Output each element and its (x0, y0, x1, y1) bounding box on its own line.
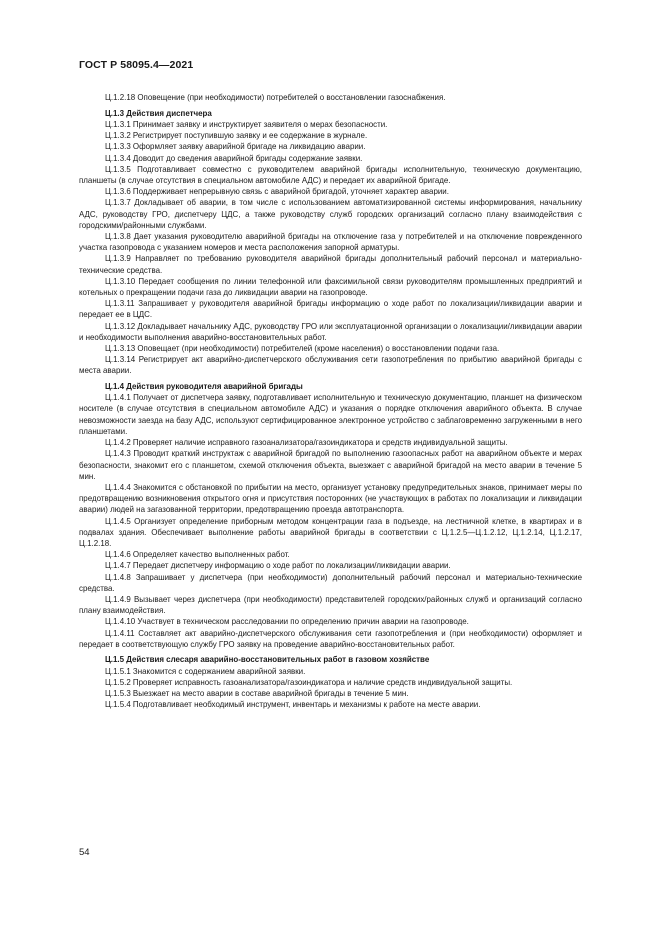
paragraph: Ц.1.4.7 Передает диспетчеру информацию о ходе работ по локализации/ликвидации аварии. (105, 561, 451, 571)
section-title: Ц.1.3 Действия диспетчера (105, 108, 212, 118)
paragraph: Ц.1.5.4 Подготавливает необходимый инструмент, инвентарь и механизмы к работе на месте аварии. (105, 700, 481, 710)
paragraph: Ц.1.3.9 Направляет по требованию руководителя аварийной бригады дополнительный рабочий персонал и материально-технические средства. (79, 254, 582, 275)
paragraph: Ц.1.3.6 Поддерживает непрерывную связь с аварийной бригадой, уточняет характер аварии. (105, 187, 449, 197)
paragraph: Ц.1.3.11 Запрашивает у руководителя аварийной бригады информацию о ходе работ по локализации/ликвидации аварии и передает ее в ЦДС. (79, 299, 582, 320)
paragraph: Ц.1.3.8 Дает указания руководителю аварийной бригады на отключение газа у потребителей и на отключение поврежденного участка газопровода с указанием номеров и места расположения запорной арматуры. (79, 231, 582, 253)
paragraph: Ц.1.5.3 Выезжает на место аварии в составе аварийной бригады в течение 5 мин. (105, 689, 409, 699)
paragraph: Ц.1.4.4 Знакомится с обстановкой по прибытии на место, организует установку предупредительных знаков, принимает меры по предотвращению возникновения открытого огня и присутствия посторонних (не участвующих в работах по локализации и ликвидации аварии) людей на загазованной территории, предотвращению проезда автотранспорта. (79, 482, 582, 515)
section-title: Ц.1.5 Действия слесаря аварийно-восстановительных работ в газовом хозяйстве (105, 655, 430, 665)
paragraph: Ц.1.2.18 Оповещение (при необходимости) потребителей о восстановлении газоснабжения. (105, 93, 446, 102)
page-number: 54 (79, 847, 90, 858)
paragraph: Ц.1.5.1 Знакомится с содержанием аварийной заявки. (105, 666, 306, 676)
document-header: ГОСТ Р 58095.4—2021 (79, 59, 194, 71)
paragraph: Ц.1.4.9 Вызывает через диспетчера (при необходимости) представителей городских/районных служб и организаций согласно плану взаимодействия. (79, 594, 582, 616)
paragraph: Ц.1.4.3 Проводит краткий инструктаж с аварийной бригадой по выполнению газоопасных работ на аварийном объекте и мерах безопасности, знакомит его с планшетом, схемой отключения объекта, выезжает с аварийной бригадой на место аварии в течение 5 мин. (79, 449, 582, 481)
paragraph: Ц.1.4.8 Запрашивает у диспетчера (при необходимости) дополнительный рабочий персонал и материально-технические средства. (79, 572, 582, 593)
paragraph: Ц.1.3.10 Передает сообщения по линии телефонной или факсимильной связи руководителям промышленных предприятий и котельных о прекращении подачи газа до ликвидации аварии на газопроводе. (79, 276, 582, 297)
document-body (79, 92, 582, 710)
paragraph: Ц.1.3.2 Регистрирует поступившую заявку и ее содержание в журнале. (105, 131, 368, 141)
paragraph: Ц.1.3.14 Регистрирует акт аварийно-диспетчерского обслуживания сети газопотребления по прибытию аварийной бригады с места аварии. (79, 355, 582, 376)
section-title: Ц.1.4 Действия руководителя аварийной бригады (105, 382, 303, 392)
paragraph: Ц.1.5.2 Проверяет исправность газоанализатора/газоиндикатора и наличие средств индивидуальной защиты. (105, 677, 513, 687)
paragraph: Ц.1.4.2 Проверяет наличие исправного газоанализатора/газоиндикатора и средств индивидуальной защиты. (105, 438, 508, 448)
paragraph: Ц.1.4.1 Получает от диспетчера заявку, подготавливает исполнительную и техническую документацию, планшет на физическом носителе (в случае отсутствия в специальном автомобиле АДС) и указания о порядке отключения аварийного объекта. В случае невозможности заезда на базу АДС, используют сертифицированное электронное устройство с заблаговременно загруженными в него планшетами. (79, 393, 582, 436)
paragraph: Ц.1.4.11 Составляет акт аварийно-диспетчерского обслуживания сети газопотребления и (при необходимости) оформляет и передает в соответствующую службу ГРО заявку на проведение аварийно-восстановительных работ. (79, 628, 582, 649)
paragraph: Ц.1.4.6 Определяет качество выполненных работ. (105, 550, 290, 560)
paragraph: Ц.1.4.10 Участвует в техническом расследовании по определению причин аварии на газопроводе. (105, 617, 469, 627)
paragraph: Ц.1.3.7 Докладывает об аварии, в том числе с использованием автоматизированной системы информирования, начальнику АДС, руководству ГРО, диспетчеру ЦДС, а также руководству служб городских организаций согласно плану взаимодействия с городскими/районными службами. (79, 198, 582, 230)
paragraph: Ц.1.3.13 Оповещает (при необходимости) потребителей (кроме населения) о восстановлении подачи газа. (105, 343, 500, 353)
paragraph: Ц.1.3.1 Принимает заявку и инструктирует заявителя о мерах безопасности. (105, 119, 388, 129)
paragraph: Ц.1.3.3 Оформляет заявку аварийной бригаде на ликвидацию аварии. (105, 142, 366, 152)
paragraph: Ц.1.4.5 Организует определение приборным методом концентрации газа в подъезде, на лестничной клетке, в квартирах и в подвалах здания. Обеспечивает выполнение работы аварийной бригады в соответствии с Ц.1.2.5—Ц.1.2.12, Ц.1.2.14, Ц.1.2.17, Ц.1.2.18. (79, 516, 582, 548)
paragraph: Ц.1.3.12 Докладывает начальнику АДС, руководству ГРО или эксплуатационной организации о локализации/ликвидации аварии и необходимости выполнения аварийно-восстановительных работ. (79, 321, 582, 342)
paragraph: Ц.1.3.5 Подготавливает совместно с руководителем аварийной бригады исполнительную, техническую документацию, планшеты (в случае отсутствия в специальном автомобиле АДС) и передает их аварийной бригаде. (79, 164, 582, 185)
paragraph: Ц.1.3.4 Доводит до сведения аварийной бригады содержание заявки. (105, 153, 363, 163)
